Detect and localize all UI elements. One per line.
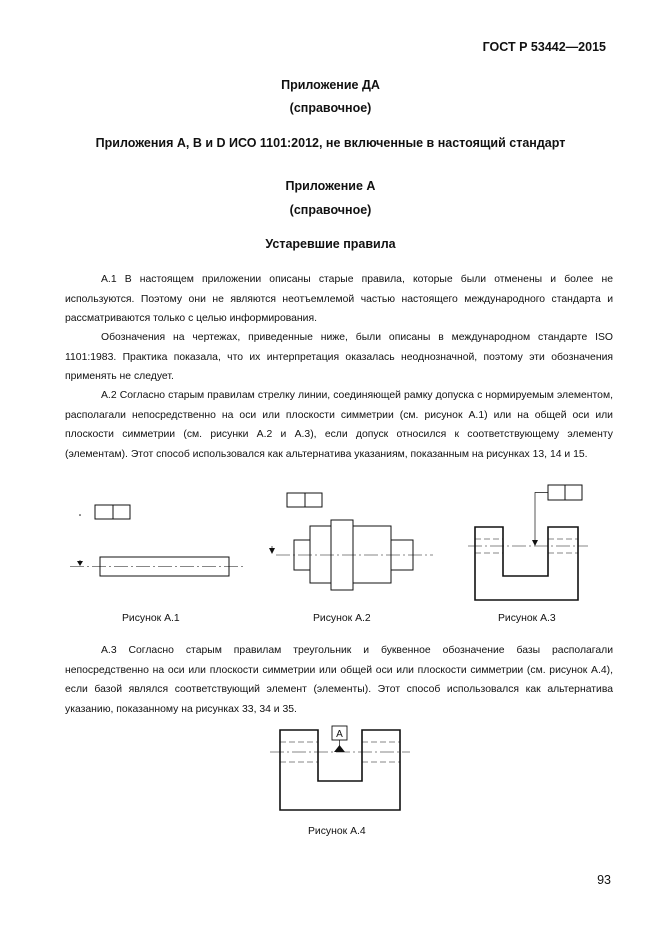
figure-a2-drawing — [268, 490, 443, 595]
paragraph-a2: A.2 Согласно старым правилам стрелку линии, соединяющей рамку допуска с нормируемым элементом, располагали непосредственно на оси или плоскости симметрии (см. рисунок A.1) или на общей оси или плоскости симметрии (см. рисунки A.2 и A.3), если допуск относился к соответствующему элементу (элементам). Этот способ использовался как альтернатива указаниям, показанным на рисунках 13, 14 и 15. — [65, 390, 613, 460]
figure-a3-caption: Рисунок A.3 — [498, 613, 556, 624]
figure-a1-caption: Рисунок A.1 — [122, 613, 180, 624]
paragraph-a3: A.3 Согласно старым правилам треугольник и буквенное обозначение базы располагали непосредственно на оси или плоскости симметрии или общей оси или плоскости симметрии (см. рисунок A.4), если базой являлся соответствующий элемент (элементы). Этот способ использовался как альтернатива указанию, показанному на рисунках 33, 34 и 35. — [65, 645, 613, 715]
standard-code: ГОСТ Р 53442—2015 — [482, 40, 606, 54]
figure-a2-caption: Рисунок A.2 — [313, 613, 371, 624]
page-number: 93 — [597, 873, 611, 887]
datum-letter: A — [336, 729, 343, 740]
datum-triangle — [334, 745, 345, 752]
figure-a4-caption: Рисунок A.4 — [308, 826, 366, 837]
figure-a3-drawing — [468, 480, 588, 605]
section-heading: Приложения A, B и D ИСО 1101:2012, не включенные в настоящий стандарт — [95, 136, 566, 150]
figure-a1-drawing — [70, 495, 245, 580]
figure-a4-drawing — [270, 722, 410, 822]
paragraph-iso: Обозначения на чертежах, приведенные ниже, были описаны в международном стандарте ISO 1101:1983. Практика показала, что их интерпретация оказалась неоднозначной, поэтому эти обозначения применять не следует. — [65, 332, 613, 382]
appendix-da-kind: (справочное) — [289, 101, 372, 115]
appendix-da-title: Приложение ДА — [281, 78, 380, 92]
appendix-a-kind: (справочное) — [289, 203, 372, 217]
appendix-a-title: Приложение A — [285, 179, 376, 193]
paragraph-a1: A.1 В настоящем приложении описаны старые правила, которые были отменены и более не используются. Поэтому они не являются неотъемлемой частью настоящего международного стандарта и рассматриваются только с целью информирования. — [65, 274, 613, 324]
appendix-a-subtitle: Устаревшие правила — [265, 237, 396, 251]
